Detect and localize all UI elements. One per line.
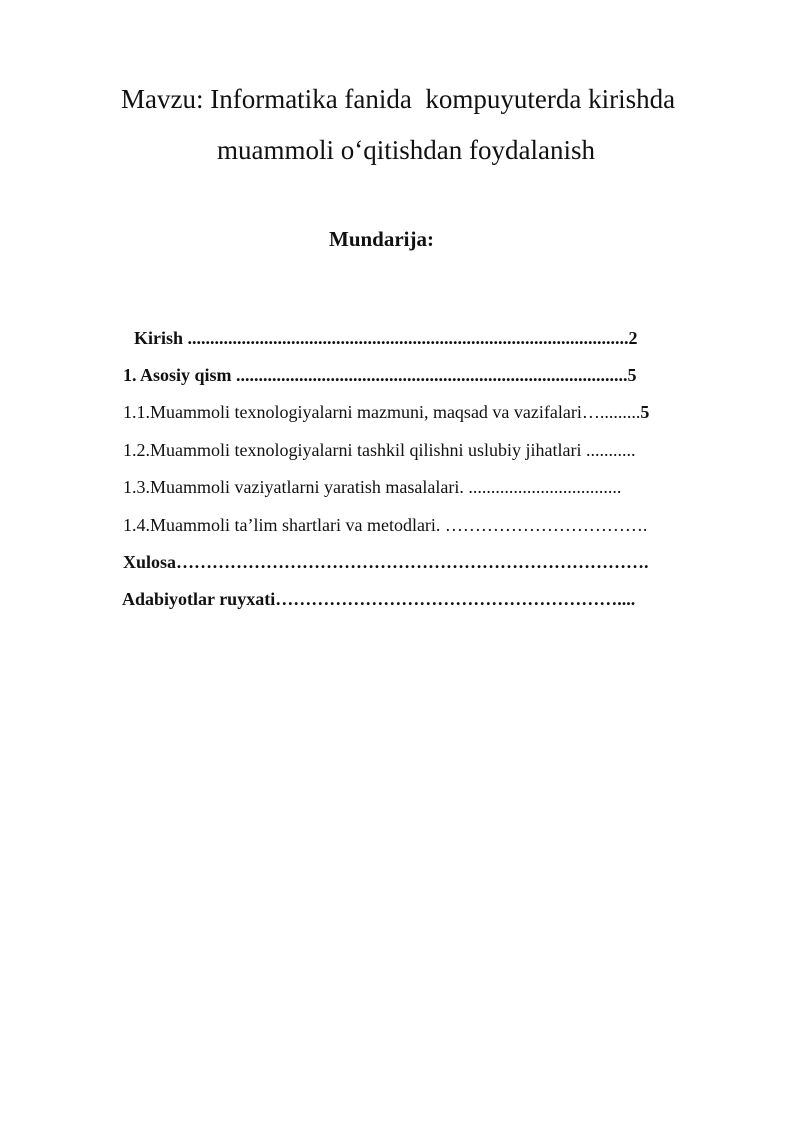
toc-entry-text: 1.4.Muammoli ta’lim shartlari va metodlari. ……………………………. bbox=[123, 515, 648, 535]
toc-entry-text: 1.1.Muammoli texnologiyalarni mazmuni, maqsad va vazifalari…......... bbox=[123, 402, 641, 422]
toc-entry-text: 1.3.Muammoli vaziyatlarni yaratish masalalari. .................................. bbox=[123, 477, 622, 497]
toc-entry-text: 1.2.Muammoli texnologiyalarni tashkil qilishni uslubiy jihatlari ........... bbox=[123, 440, 636, 460]
toc-entry-text: Xulosa……………………………………………………………………. bbox=[123, 552, 649, 572]
toc-entry-text: 1. Asosiy qism ....................................................................................... bbox=[123, 365, 628, 385]
toc-heading: Mundarija: bbox=[329, 227, 434, 251]
document-title-line-1: Mavzu: Informatika fanida kompuyuterda kirishda bbox=[121, 84, 676, 114]
toc-entry-page: 2 bbox=[628, 328, 638, 348]
toc-entry-page: 5 bbox=[640, 402, 650, 422]
toc-entry-text: Kirish .................................................................................................. bbox=[134, 328, 629, 348]
toc-entry-adabiyotlar bbox=[105, 572, 635, 626]
toc-entry-page: 5 bbox=[627, 365, 637, 385]
document-title-line-2: muammoli o‘qitishdan foydalanish bbox=[217, 135, 595, 165]
toc-entry-text: Adabiyotlar ruyxati………………………………………………….... bbox=[122, 589, 636, 609]
